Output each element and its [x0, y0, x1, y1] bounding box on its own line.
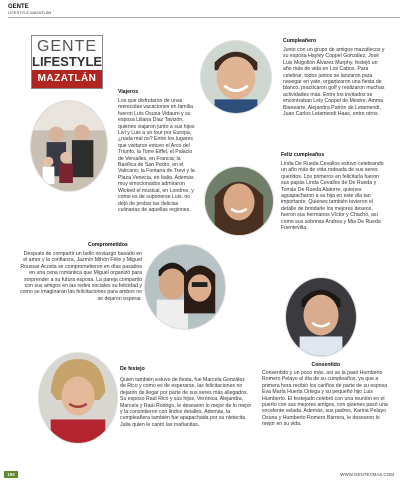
birthday-woman-photo — [204, 166, 274, 236]
birthday-man-photo — [200, 40, 272, 114]
festejo-body: Quien también estuvo de fiesta, fue Marcela González de Rico y como es de esperarse, las felicitaciones no dejaron de llegar por parte de sus seres más allegados. Su esposo Raúl Rico y sus hijos, Verónica, Alejandra, Marcela y Raúl Rodrigo, le desearon lo mejor de lo mejor y la consintieron con lindos detalles. Además, la cumpleañera también fue apapachada por su nietecita Julia quien le cantó las mañanitas. — [120, 377, 252, 428]
consentido-body: Consentido y un poco más, así se la pasó Humberto Romero Pelayo el día de su cumpleaños, ya que a primera hora recibió los cariños de parte de su esposa Eva María Huerta Ortega y su pequeño hijo Luis Humberto. El festejado celebró con una reunión en el puerto con sus mejores amigos, con quienes pasó una excelente velada. Además, sus padres, Karina Pelayo Osuna y Humberto Romero Barrera, le desearon lo mejor en su vida. — [262, 370, 388, 428]
logo-gente: GENTE — [36, 38, 98, 55]
festejo-title: De festejo — [120, 366, 145, 372]
comprometidos-body: Después de compartir un bello noviazgo basado en el amor y la confianza, Jazmín Mihón Félix y Miguel Roussar Acosta se comprometieron en días pasados en una cena romántica que Miguel organizó para sorprender a su futura esposa. La pareja compartió con sus amigos en las redes sociales su felicidad y como se imaginarán las felicitaciones para ambos no se dejaron esperar. — [20, 251, 142, 302]
consentido-photo — [285, 277, 357, 357]
viajeros-body: Los que disfrutaron de unas merecidas vacaciones en familia fueron Luis Osuna Vidaurri y su esposa Liliana Díaz Tavizón, quienes viajaron junto a sus hijos Livi y Luis a un tour por Europa, ¿nada mal no? Entre los lugares que visitaron estuvo el Arco del Triunfo, la Torre Eiffel, el Palacio de Versalles, en Francia; la Basílica de San Pedro, en el Vaticano; la Fontana de Trevi y la Plaza Venecia, en Italia. Además muy emocionados admiraron Wicked el musical, en Londres, y como es de suponerse Luis, no dejó de probar las delicias culinarias de aquellas regiones. — [118, 98, 195, 213]
engaged-couple-image — [145, 245, 225, 329]
festejo-woman-image — [39, 353, 117, 443]
logo-lifestyle: LIFESTYLE — [32, 54, 103, 69]
comprometidos-title: Comprometidos — [88, 242, 128, 248]
birthday-man-image — [201, 41, 271, 113]
family-photo — [30, 100, 108, 192]
cumpleanero-title: Cumpleañero — [283, 38, 317, 44]
consentido-image — [286, 278, 356, 356]
footer-url: WWW.GENTEYMAS.COM — [340, 472, 394, 477]
festejo-woman-photo — [38, 352, 118, 444]
header-brand: GENTE — [8, 4, 29, 10]
logo-mazatlan: MAZATLÁN — [32, 70, 102, 88]
header-divider — [8, 17, 400, 18]
cumpleanero-body: Junto con un grupo de amigos mazatlecos y su esposa Hayley Coppel González, José Luis Mogollón Álvarez Murphy, festejó un año más de vida en Los Cabos. Para celebrar, todos juntos se lanzaron para navegar en yate, organizaron una fiesta de blanco, practicaron golf y realizaron muchas actividades más. Entre los invitados se encontraban Lety Coppel de Mestre, Amma Bianearte, Alejandra Patrón de Letamendi, Juan Carlos Letamendi Haas, entre otros. — [283, 47, 385, 118]
consentido-title: Consentido — [311, 362, 340, 368]
family-photo-image — [31, 101, 107, 191]
feliz-title: Feliz cumpleaños — [281, 152, 325, 158]
magazine-logo — [31, 35, 103, 89]
feliz-body: Linda De Rueda Cevallos estuvo celebrando un año más de vida rodeada de sus seres queridos. Los primeros en felicitarla fueron sus papás Linda Cevallos de De Rueda y Tomás De Rueda Alatorre, quienes aguapacharon a su hija en este día tan importante. Quienes también tuvieron el detalle de brindarle los mejores deseos, fueron sus hermanos Víctor y Chacho, así como sus sobrinas Andrea y Mia De Rueda Fuentevilla. — [281, 161, 384, 232]
page-number: 100 — [4, 471, 18, 478]
birthday-woman-image — [205, 167, 273, 235]
header-subtitle: LIFESTYLE MAZATLÁN — [8, 10, 52, 15]
viajeros-title: Viajeros — [118, 89, 139, 95]
engaged-couple-photo — [144, 244, 226, 330]
